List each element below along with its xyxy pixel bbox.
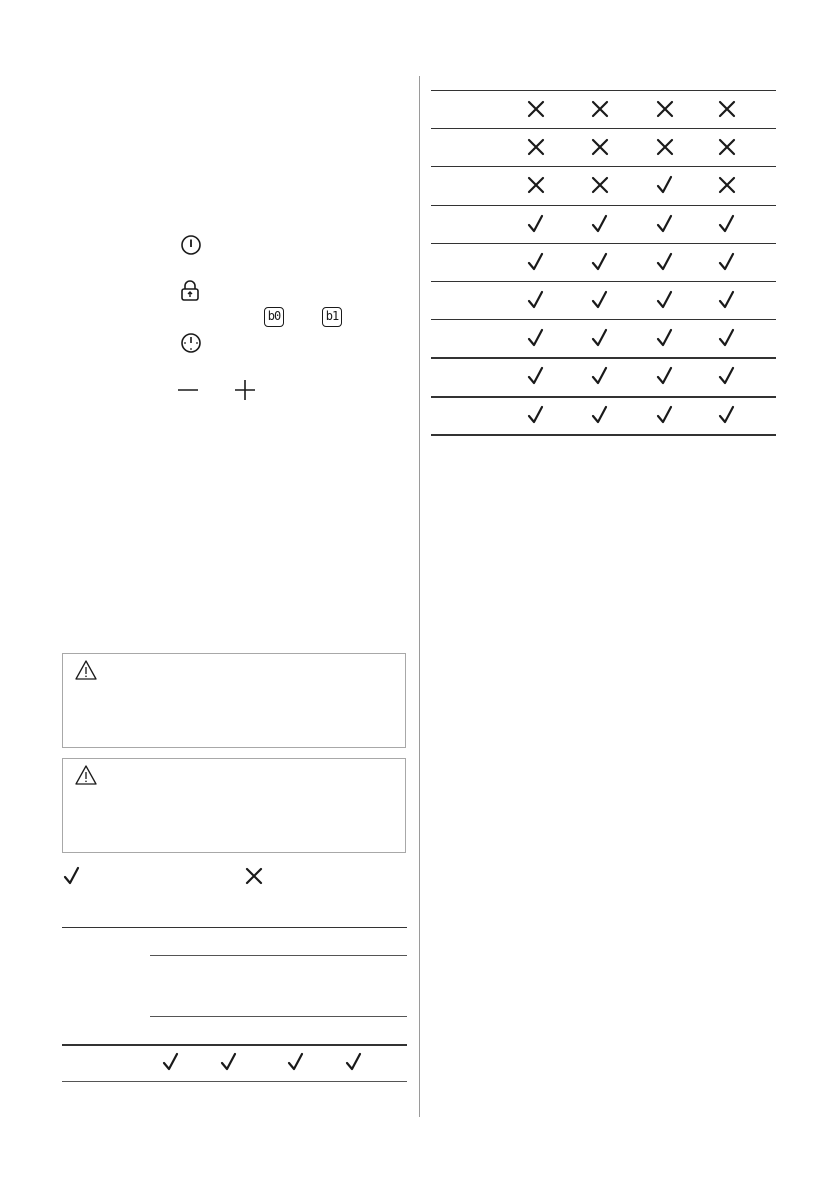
check-icon — [655, 405, 675, 425]
power-icon — [180, 234, 202, 256]
right-table-rule — [431, 205, 776, 206]
check-icon — [655, 328, 675, 348]
check-icon — [717, 252, 737, 272]
lock-icon — [180, 280, 200, 302]
check-icon — [655, 252, 675, 272]
check-icon — [526, 328, 546, 348]
display-code-b1: b1 — [322, 307, 342, 327]
right-table-rule — [431, 166, 776, 167]
check-icon — [526, 252, 546, 272]
left-table-sub-rule — [150, 1016, 407, 1017]
check-icon — [717, 214, 737, 234]
column-divider — [419, 76, 420, 1117]
cross-icon — [590, 99, 610, 119]
left-table-sub-rule — [150, 955, 407, 956]
cross-icon — [590, 175, 610, 195]
right-table-rule — [431, 128, 776, 129]
right-table-rule — [431, 319, 776, 320]
right-table-rule — [431, 281, 776, 282]
check-icon — [526, 290, 546, 310]
cross-icon — [526, 99, 546, 119]
check-icon — [219, 1052, 239, 1072]
check-icon — [655, 175, 675, 195]
warning-box-1 — [62, 653, 406, 748]
check-icon — [344, 1052, 364, 1072]
cross-icon — [526, 137, 546, 157]
check-icon — [590, 290, 610, 310]
check-icon — [161, 1052, 181, 1072]
right-table-rule — [431, 357, 776, 359]
cross-icon — [526, 175, 546, 195]
legend-check-icon — [62, 866, 82, 886]
cross-icon — [655, 99, 675, 119]
left-table-bottom-rule — [62, 1081, 407, 1082]
cross-icon — [590, 137, 610, 157]
warning-box-2 — [62, 758, 406, 853]
minus-icon — [177, 379, 199, 401]
right-table-rule — [431, 243, 776, 244]
check-icon — [655, 366, 675, 386]
plus-icon — [234, 379, 256, 401]
check-icon — [655, 290, 675, 310]
check-icon — [717, 405, 737, 425]
check-icon — [717, 366, 737, 386]
check-icon — [590, 366, 610, 386]
right-table-rule — [431, 90, 776, 91]
check-icon — [526, 214, 546, 234]
cross-icon — [717, 137, 737, 157]
check-icon — [526, 405, 546, 425]
check-icon — [717, 290, 737, 310]
left-table-header-rule — [62, 1044, 407, 1046]
warning-icon — [74, 659, 98, 681]
check-icon — [717, 328, 737, 348]
right-table-rule — [431, 434, 776, 436]
cross-icon — [717, 99, 737, 119]
check-icon — [590, 328, 610, 348]
left-table-top-rule — [62, 927, 407, 928]
check-icon — [590, 405, 610, 425]
check-icon — [590, 214, 610, 234]
display-code-b0: b0 — [264, 307, 284, 327]
warning-icon — [74, 764, 98, 786]
check-icon — [286, 1052, 306, 1072]
check-icon — [655, 214, 675, 234]
cross-icon — [655, 137, 675, 157]
legend-cross-icon — [244, 866, 264, 886]
check-icon — [590, 252, 610, 272]
check-icon — [526, 366, 546, 386]
cross-icon — [717, 175, 737, 195]
right-table-rule — [431, 396, 776, 398]
timer-icon — [180, 332, 202, 354]
